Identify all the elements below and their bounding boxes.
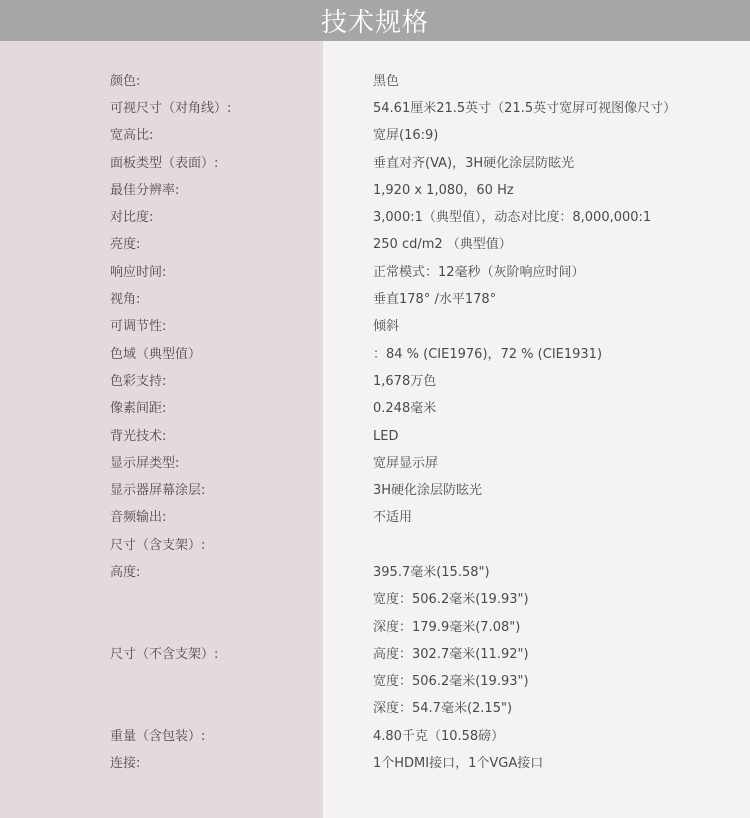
spec-row bbox=[0, 368, 750, 395]
spec-value: 4.80千克（10.58磅） bbox=[373, 729, 505, 744]
spec-row bbox=[0, 477, 750, 504]
spec-row bbox=[0, 723, 750, 750]
spec-row bbox=[0, 695, 750, 722]
spec-row bbox=[0, 259, 750, 286]
spec-row bbox=[0, 177, 750, 204]
spec-row bbox=[0, 68, 750, 95]
spec-row bbox=[0, 395, 750, 422]
spec-value: 宽屏显示屏 bbox=[373, 456, 439, 471]
spec-label: 宽高比: bbox=[110, 128, 154, 143]
spec-value: 宽度：506.2毫米(19.93") bbox=[373, 674, 529, 689]
spec-row bbox=[0, 750, 750, 777]
spec-row bbox=[0, 532, 750, 559]
spec-label: 连接: bbox=[110, 756, 141, 771]
spec-row bbox=[0, 641, 750, 668]
spec-label: 最佳分辨率: bbox=[110, 183, 180, 198]
spec-value: 1个HDMI接口，1个VGA接口 bbox=[373, 756, 544, 771]
spec-row bbox=[0, 450, 750, 477]
spec-value: 250 cd/m2 （典型值） bbox=[373, 237, 512, 252]
spec-value: 黑色 bbox=[373, 74, 400, 89]
spec-label: 背光技术: bbox=[110, 429, 167, 444]
spec-label: 面板类型（表面）: bbox=[110, 156, 219, 171]
spec-value: 3,000:1（典型值），动态对比度：8,000,000:1 bbox=[373, 210, 652, 225]
spec-value: 深度：179.9毫米(7.08") bbox=[373, 620, 521, 635]
spec-label: 尺寸（不含支架）: bbox=[110, 647, 219, 662]
spec-value: 不适用 bbox=[373, 510, 413, 525]
spec-row bbox=[0, 668, 750, 695]
spec-row bbox=[0, 95, 750, 122]
page-title: 技术规格 bbox=[320, 8, 429, 38]
spec-label: 尺寸（含支架）: bbox=[110, 538, 206, 553]
spec-label: 重量（含包装）: bbox=[110, 729, 206, 744]
spec-label: 响应时间: bbox=[110, 265, 167, 280]
spec-label: 显示器屏幕涂层: bbox=[110, 483, 206, 498]
spec-value: 高度：302.7毫米(11.92") bbox=[373, 647, 529, 662]
spec-row bbox=[0, 286, 750, 313]
spec-value: 1,678万色 bbox=[373, 374, 437, 389]
spec-value: 垂直对齐(VA)，3H硬化涂层防眩光 bbox=[373, 156, 575, 171]
spec-label: 高度: bbox=[110, 565, 141, 580]
spec-row bbox=[0, 204, 750, 231]
spec-value: LED bbox=[373, 429, 399, 444]
spec-value: 垂直178° /水平178° bbox=[373, 292, 497, 307]
spec-label: 音频输出: bbox=[110, 510, 167, 525]
spec-value: 倾斜 bbox=[373, 319, 400, 334]
spec-row bbox=[0, 423, 750, 450]
spec-label: 色彩支持: bbox=[110, 374, 167, 389]
spec-label: 颜色: bbox=[110, 74, 141, 89]
spec-label: 对比度: bbox=[110, 210, 154, 225]
spec-row bbox=[0, 341, 750, 368]
spec-row bbox=[0, 150, 750, 177]
spec-label: 视角: bbox=[110, 292, 141, 307]
spec-row bbox=[0, 122, 750, 149]
spec-label: 显示屏类型: bbox=[110, 456, 180, 471]
spec-value: ：84 % (CIE1976)，72 % (CIE1931) bbox=[373, 347, 603, 362]
spec-label: 像素间距: bbox=[110, 401, 167, 416]
spec-value: 宽屏(16:9) bbox=[373, 128, 439, 143]
spec-row bbox=[0, 231, 750, 258]
spec-value: 3H硬化涂层防眩光 bbox=[373, 483, 483, 498]
spec-label: 亮度: bbox=[110, 237, 141, 252]
spec-value: 宽度：506.2毫米(19.93") bbox=[373, 592, 529, 607]
spec-value: 1,920 x 1,080，60 Hz bbox=[373, 183, 514, 198]
spec-value: 395.7毫米(15.58") bbox=[373, 565, 490, 580]
spec-label: 可视尺寸（对角线）: bbox=[110, 101, 232, 116]
spec-value: 深度：54.7毫米(2.15") bbox=[373, 701, 513, 716]
spec-row bbox=[0, 313, 750, 340]
spec-label: 色域（典型值） bbox=[110, 347, 202, 362]
spec-row bbox=[0, 504, 750, 531]
spec-row bbox=[0, 586, 750, 613]
spec-row bbox=[0, 559, 750, 586]
spec-value: 正常模式：12毫秒（灰阶响应时间） bbox=[373, 265, 585, 280]
spec-label: 可调节性: bbox=[110, 319, 167, 334]
spec-row bbox=[0, 614, 750, 641]
spec-value: 54.61厘米21.5英寸（21.5英寸宽屏可视图像尺寸） bbox=[373, 101, 677, 116]
spec-value: 0.248毫米 bbox=[373, 401, 437, 416]
